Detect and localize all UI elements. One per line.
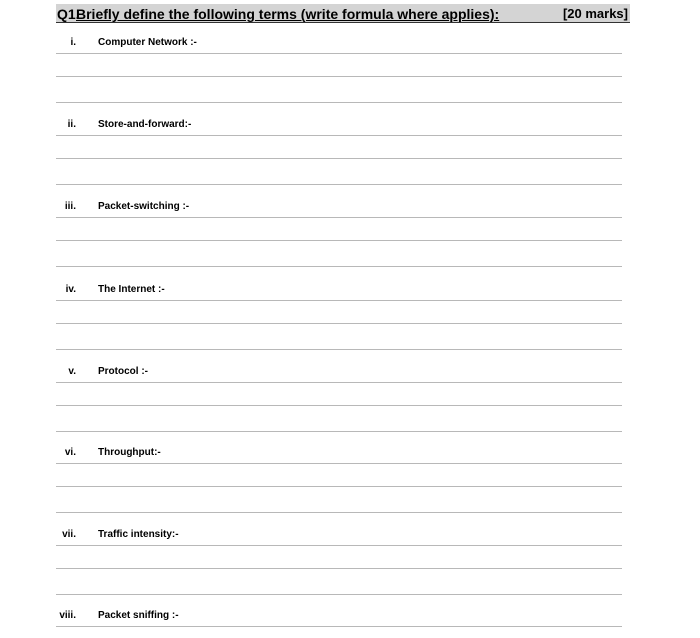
answer-line[interactable] — [56, 431, 622, 432]
answer-line[interactable] — [56, 594, 622, 595]
answer-line[interactable] — [56, 282, 622, 301]
answer-line[interactable] — [56, 102, 622, 103]
question-title: Briefly define the following terms (write formula where applies): — [76, 6, 500, 22]
answer-line[interactable] — [56, 199, 622, 218]
answer-line[interactable] — [56, 117, 622, 136]
answer-line[interactable] — [56, 184, 622, 185]
answer-line[interactable] — [56, 158, 622, 159]
term-label: Packet-switching :- — [98, 201, 190, 212]
answer-line[interactable] — [56, 527, 622, 546]
answer-line[interactable] — [56, 405, 622, 406]
term-numeral: i. — [70, 37, 76, 48]
term-numeral: vi. — [64, 447, 76, 458]
answer-line[interactable] — [56, 445, 622, 464]
term-label: Protocol :- — [98, 366, 148, 377]
question-number: Q1. — [57, 6, 80, 22]
answer-line[interactable] — [56, 349, 622, 350]
term-item-5 — [56, 364, 622, 446]
term-label: Computer Network :- — [98, 37, 197, 48]
answer-line[interactable] — [56, 364, 622, 383]
term-numeral: iv. — [65, 284, 76, 295]
term-item-2 — [56, 117, 622, 199]
term-item-1 — [56, 35, 622, 117]
question-header — [56, 4, 630, 23]
answer-line[interactable] — [56, 35, 622, 54]
term-item-6 — [56, 445, 622, 527]
term-numeral: vii. — [62, 529, 76, 540]
term-numeral: iii. — [64, 201, 76, 212]
term-numeral: ii. — [67, 119, 76, 130]
answer-line[interactable] — [56, 486, 622, 487]
answer-line[interactable] — [56, 76, 622, 77]
term-item-8 — [56, 608, 622, 630]
answer-line[interactable] — [56, 323, 622, 324]
term-label: The Internet :- — [98, 284, 165, 295]
term-label: Store-and-forward:- — [98, 119, 192, 130]
answer-line[interactable] — [56, 266, 622, 267]
answer-line[interactable] — [56, 608, 622, 627]
term-label: Traffic intensity:- — [98, 529, 179, 540]
term-item-4 — [56, 282, 622, 364]
term-item-3 — [56, 199, 622, 281]
term-label: Throughput:- — [98, 447, 161, 458]
term-item-7 — [56, 527, 622, 609]
term-numeral: v. — [68, 366, 76, 377]
answer-line[interactable] — [56, 568, 622, 569]
term-numeral: viii. — [59, 610, 76, 621]
question-marks: [20 marks] — [562, 6, 628, 21]
answer-line[interactable] — [56, 512, 622, 513]
answer-line[interactable] — [56, 240, 622, 241]
term-label: Packet sniffing :- — [98, 610, 179, 621]
